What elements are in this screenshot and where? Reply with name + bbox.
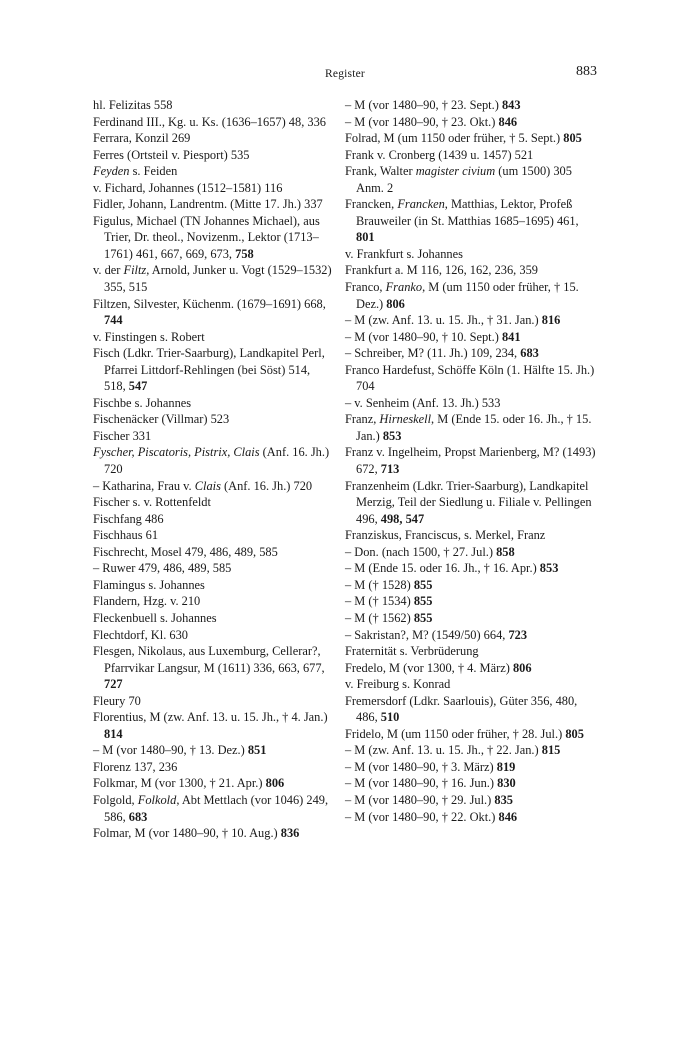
entry-text: – M († 1562) — [345, 610, 414, 625]
page-ref-bold: 835 — [494, 792, 513, 807]
index-entry — [93, 213, 333, 263]
index-entry — [345, 312, 597, 329]
entry-text: Flesgen, Nikolaus, aus Luxemburg, Cellerar?, Pfarrvikar Langsur, M (1611) 336, 663, 677, — [93, 644, 325, 675]
italic-text: Feyden — [93, 164, 130, 179]
entry-text: – Schreiber, M? (11. Jh.) 109, 234, — [345, 346, 521, 361]
entry-text: Fleury 70 — [93, 693, 141, 708]
entry-text: Flandern, Hzg. v. 210 — [93, 594, 201, 609]
page-ref-bold: 801 — [356, 230, 375, 245]
page-ref-bold: 683 — [520, 346, 539, 361]
entry-text: Frank v. Cronberg (1439 u. 1457) 521 — [345, 147, 534, 162]
entry-text: , Arnold, Junker u. Vogt (1529–1532) 355, 515 — [104, 263, 332, 295]
index-entry — [93, 345, 333, 395]
index-entry — [345, 759, 597, 776]
page-ref-bold: 547 — [128, 379, 148, 394]
index-entry — [93, 709, 333, 742]
entry-text: Fisch (Ldkr. Trier-Saarburg), Landkapitel Perl, Pfarrei Littdorf-Rehlingen (bei Söst) 514, 518, — [93, 346, 325, 394]
page-ref-bold: 806 — [386, 296, 405, 311]
page-ref-bold: 853 — [382, 428, 402, 443]
entry-text: Fremersdorf (Ldkr. Saarlouis), Güter 356, 480, 486, — [345, 693, 578, 725]
index-entry — [93, 511, 333, 528]
page-ref-bold: 723 — [508, 627, 528, 642]
index-entry — [93, 775, 333, 792]
entry-text: Franziskus, Franciscus, s. Merkel, Franz — [345, 528, 546, 543]
entry-text: Frank, Walter — [345, 164, 416, 179]
index-entry — [93, 180, 333, 197]
entry-text: , Matthias, Lektor, Profeß Brauweiler (in St. Matthias 1685–1695) 461, — [356, 197, 579, 228]
entry-text: – M (vor 1480–90, † 13. Dez.) — [93, 743, 248, 758]
index-entry — [93, 478, 333, 495]
index-entry — [93, 97, 333, 114]
entry-text: – Sakristan?, M? (1549/50) 664, — [345, 627, 509, 642]
entry-text: – M (vor 1480–90, † 23. Okt.) — [345, 114, 499, 129]
index-entry — [345, 610, 597, 627]
index-entry — [93, 147, 333, 164]
index-entry — [93, 610, 333, 627]
index-entry — [93, 130, 333, 147]
entry-text: Fischfang 486 — [93, 511, 164, 526]
italic-text: Hirneskell — [379, 412, 432, 427]
entry-text: Ferres (Ortsteil v. Piesport) 535 — [93, 147, 250, 162]
index-entry — [345, 676, 597, 693]
running-title: Register — [325, 68, 365, 80]
entry-text: – M (vor 1480–90, † 22. Okt.) — [345, 809, 499, 824]
index-entry — [93, 825, 333, 842]
italic-text: Folkold — [137, 792, 177, 807]
entry-text: Folgold, — [93, 792, 138, 807]
page-header — [93, 64, 597, 84]
index-entry — [345, 97, 597, 114]
page-ref-bold: 816 — [541, 313, 561, 328]
index-entry — [345, 262, 597, 279]
index-entry — [345, 114, 597, 131]
page-ref-bold: 498, 547 — [380, 511, 425, 526]
index-entry — [345, 792, 597, 809]
page-ref-bold: 855 — [413, 610, 433, 625]
index-entry — [93, 759, 333, 776]
index-entry — [93, 163, 333, 180]
page-ref-bold: 758 — [235, 246, 254, 261]
entry-text: , Abt Mettlach (vor 1046) 249, 586, — [104, 792, 329, 824]
index-entry — [93, 329, 333, 346]
entry-text: v. der — [93, 263, 124, 278]
index-entry — [345, 163, 597, 196]
index-entry — [345, 329, 597, 346]
entry-text: Filtzen, Silvester, Küchenm. (1679–1691) 668, — [93, 296, 326, 311]
entry-text: Florentius, M (zw. Anf. 13. u. 15. Jh., † 4. Jan.) — [93, 710, 328, 725]
index-entry — [93, 643, 333, 693]
entry-text: Flamingus s. Johannes — [93, 577, 205, 592]
index-entry — [345, 726, 597, 743]
index-entry — [93, 577, 333, 594]
entry-text: – M (vor 1480–90, † 3. März) — [345, 759, 497, 774]
index-entry — [345, 196, 597, 246]
entry-text: v. Fichard, Johannes (1512–1581) 116 — [93, 180, 283, 195]
index-entry — [93, 196, 333, 213]
entry-text: Fridelo, M (um 1150 oder früher, † 28. Jul.) — [345, 726, 566, 741]
entry-text: Francken, — [345, 197, 398, 212]
index-entry — [345, 345, 597, 362]
index-entry — [93, 792, 333, 825]
entry-text: Fischer 331 — [93, 428, 152, 443]
index-entry — [93, 444, 333, 477]
entry-text: – M (vor 1480–90, † 10. Sept.) — [345, 329, 502, 344]
page-ref-bold: 836 — [280, 826, 300, 841]
page-ref-bold: 819 — [496, 759, 516, 774]
entry-text: – Don. (nach 1500, † 27. Jul.) — [345, 544, 497, 559]
index-column-left — [93, 97, 333, 842]
entry-text: Fredelo, M (vor 1300, † 4. März) — [345, 660, 513, 675]
entry-text: Fischrecht, Mosel 479, 486, 489, 585 — [93, 544, 278, 559]
page-ref-bold: 855 — [413, 577, 433, 592]
entry-text: v. Frankfurt s. Johannes — [345, 246, 463, 261]
page-ref-bold: 727 — [104, 677, 123, 692]
entry-text: Folrad, M (um 1150 oder früher, † 5. Sept.) — [345, 131, 564, 146]
entry-text: v. Finstingen s. Robert — [93, 329, 205, 344]
entry-text: (um 1500) 305 Anm. 2 — [356, 164, 572, 195]
page-ref-bold: 855 — [413, 594, 433, 609]
index-entry — [93, 395, 333, 412]
italic-text: magister civium — [415, 164, 496, 179]
entry-text: v. Freiburg s. Konrad — [345, 677, 451, 692]
entry-text: – M (vor 1480–90, † 29. Jul.) — [345, 792, 495, 807]
italic-text: Francken — [397, 197, 445, 212]
index-entry — [345, 246, 597, 263]
index-entry — [345, 147, 597, 164]
index-entry — [345, 627, 597, 644]
page-ref-bold: 851 — [247, 743, 267, 758]
entry-text: – M (Ende 15. oder 16. Jh., † 16. Apr.) — [345, 561, 540, 576]
index-entry — [345, 775, 597, 792]
page-ref-bold: 814 — [104, 726, 123, 741]
page-ref-bold: 744 — [104, 313, 123, 328]
index-entry — [345, 593, 597, 610]
page-ref-bold: 683 — [128, 809, 148, 824]
page-ref-bold: 806 — [265, 776, 285, 791]
index-entry — [345, 809, 597, 826]
page-ref-bold: 846 — [498, 114, 518, 129]
index-entry — [93, 296, 333, 329]
page-ref-bold: 853 — [539, 561, 559, 576]
entry-text: Figulus, Michael (TN Johannes Michael), aus Trier, Dr. theol., Novizenm., Lektor (1713–1761) 461, 667, 669, 673, — [93, 213, 320, 261]
entry-text: Franzenheim (Ldkr. Trier-Saarburg), Landkapitel Merzig, Teil der Siedlung u. Filiale v. Pellingen 496, — [345, 478, 592, 526]
index-entry — [93, 544, 333, 561]
entry-text: – M († 1528) — [345, 577, 414, 592]
index-entry — [345, 362, 597, 395]
index-entry — [93, 411, 333, 428]
page-ref-bold: 858 — [496, 544, 515, 559]
index-entry — [345, 693, 597, 726]
entry-text: – v. Senheim (Anf. 13. Jh.) 533 — [345, 395, 501, 410]
index-entry — [345, 130, 597, 147]
index-entry — [345, 279, 597, 312]
index-entry — [93, 593, 333, 610]
index-entry — [345, 544, 597, 561]
index-entry — [345, 411, 597, 444]
page-ref-bold: 843 — [501, 98, 521, 112]
page-ref-bold: 815 — [541, 743, 561, 758]
index-column-right — [345, 97, 597, 825]
page-ref-bold: 713 — [380, 462, 400, 477]
page-number: 883 — [576, 64, 597, 79]
entry-text: Fidler, Johann, Landrentm. (Mitte 17. Jh.) 337 — [93, 197, 323, 212]
entry-text: Fleckenbuell s. Johannes — [93, 610, 217, 625]
page-ref-bold: 806 — [512, 660, 532, 675]
entry-text: Florenz 137, 236 — [93, 759, 178, 774]
index-entry — [93, 742, 333, 759]
entry-text: Folmar, M (vor 1480–90, † 10. Aug.) — [93, 826, 281, 841]
entry-text: – M (zw. Anf. 13. u. 15. Jh., † 31. Jan.) — [345, 313, 542, 328]
index-entry — [345, 660, 597, 677]
entry-text: – Ruwer 479, 486, 489, 585 — [93, 561, 232, 576]
index-entry — [93, 560, 333, 577]
entry-text: s. Feiden — [129, 164, 178, 179]
entry-text: – Katharina, Frau v. — [93, 478, 195, 493]
entry-text: Ferdinand III., Kg. u. Ks. (1636–1657) 48, 336 — [93, 114, 326, 129]
page-ref-bold: 846 — [498, 809, 518, 824]
index-entry — [345, 560, 597, 577]
entry-text: Franz v. Ingelheim, Propst Marienberg, M? (1493) 672, — [345, 445, 596, 477]
italic-text: Clais — [194, 478, 221, 493]
page-ref-bold: 830 — [497, 776, 516, 791]
index-entry — [345, 643, 597, 660]
index-entry — [93, 114, 333, 131]
entry-text: , M (um 1150 oder früher, † 15. Dez.) — [356, 280, 579, 311]
index-entry — [93, 527, 333, 544]
page-ref-bold: 510 — [380, 710, 400, 725]
italic-text: Filtz — [123, 263, 147, 278]
index-entry — [93, 428, 333, 445]
index-entry — [345, 742, 597, 759]
entry-text: Fraternität s. Verbrüderung — [345, 644, 479, 659]
entry-text: Flechtdorf, Kl. 630 — [93, 627, 188, 642]
entry-text: – M († 1534) — [345, 594, 414, 609]
entry-text: Frankfurt a. M 116, 126, 162, 236, 359 — [345, 263, 538, 278]
index-entry — [345, 527, 597, 544]
index-entry — [93, 627, 333, 644]
page-ref-bold: 841 — [501, 329, 521, 344]
italic-text: Fyscher, Piscatoris, Pistrix, Clais — [93, 445, 260, 460]
entry-text: (Anf. 16. Jh.) 720 — [104, 445, 330, 477]
entry-text: – M (vor 1480–90, † 16. Jun.) — [345, 776, 498, 791]
index-entry — [93, 693, 333, 710]
entry-text: Franco Hardefust, Schöffe Köln (1. Hälfte 15. Jh.) 704 — [345, 362, 595, 394]
entry-text: Folkmar, M (vor 1300, † 21. Apr.) — [93, 776, 266, 791]
entry-text: (Anf. 16. Jh.) 720 — [220, 478, 313, 493]
entry-text: Ferrara, Konzil 269 — [93, 131, 191, 146]
index-entry — [345, 478, 597, 528]
italic-text: Franko — [385, 280, 423, 295]
page-ref-bold: 805 — [565, 726, 584, 741]
entry-text: Fischenäcker (Villmar) 523 — [93, 412, 230, 427]
index-entry — [93, 494, 333, 511]
entry-text: hl. Felizitas 558 — [93, 98, 173, 112]
entry-text: – M (vor 1480–90, † 23. Sept.) — [345, 98, 502, 112]
entry-text: – M (zw. Anf. 13. u. 15. Jh., † 22. Jan.) — [345, 743, 542, 758]
entry-text: Fischbe s. Johannes — [93, 395, 192, 410]
index-entry — [345, 444, 597, 477]
page-ref-bold: 805 — [563, 131, 582, 146]
entry-text: Franco, — [345, 280, 386, 295]
index-entry — [345, 577, 597, 594]
entry-text: , M (Ende 15. oder 16. Jh., † 15. Jan.) — [356, 412, 592, 443]
entry-text: Fischer s. v. Rottenfeldt — [93, 495, 211, 510]
entry-text: Franz, — [345, 412, 380, 427]
index-entry — [93, 262, 333, 295]
index-entry — [345, 395, 597, 412]
entry-text: Fischhaus 61 — [93, 528, 159, 543]
